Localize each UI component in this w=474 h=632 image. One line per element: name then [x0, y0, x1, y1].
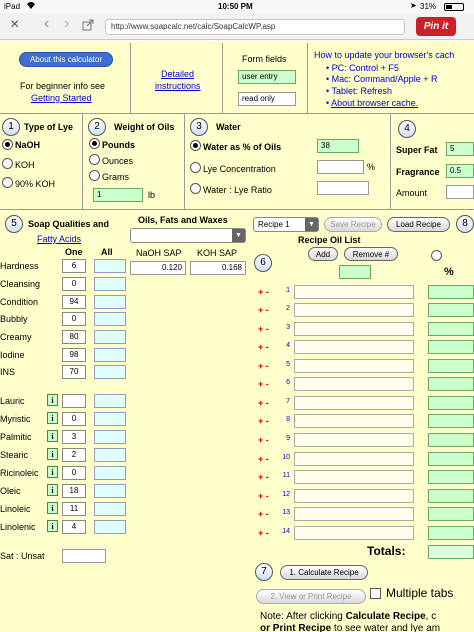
- linoleic-label: Linoleic: [0, 504, 31, 514]
- lauric-info-icon[interactable]: i: [47, 394, 58, 406]
- recipe-oil-list-title: Recipe Oil List: [298, 235, 361, 245]
- getting-started-link[interactable]: Getting Started: [31, 93, 92, 103]
- linolenic-all: [94, 520, 126, 534]
- close-icon[interactable]: ×: [10, 16, 20, 33]
- step-5-badge: 5: [5, 215, 23, 233]
- bubbly-label: Bubbly: [0, 314, 28, 324]
- koh-sap-label: KOH SAP: [197, 248, 238, 258]
- weight-of-oils-title: Weight of Oils: [114, 122, 175, 132]
- row-12-number: 12: [282, 491, 290, 498]
- row-10-percent[interactable]: [428, 452, 474, 466]
- one-col-header: One: [65, 247, 83, 257]
- row-8-oil[interactable]: [294, 414, 414, 428]
- ins-value: 70: [62, 365, 86, 379]
- creamy-value: 80: [62, 330, 86, 344]
- step-7-badge: 7: [255, 563, 273, 581]
- back-icon[interactable]: ‹: [44, 15, 50, 32]
- naoh-sap-value: 0.120: [130, 261, 186, 275]
- browser-toolbar: [0, 13, 474, 40]
- row-4-plus-minus[interactable]: + -: [258, 342, 269, 352]
- row-2-plus-minus[interactable]: + -: [258, 305, 269, 315]
- row-8-number: 8: [286, 416, 290, 423]
- step-4-badge: 4: [398, 120, 416, 138]
- percent-column-header: %: [444, 266, 454, 278]
- ounces-radio[interactable]: [89, 154, 100, 165]
- forward-icon[interactable]: ›: [64, 15, 70, 32]
- row-11-plus-minus[interactable]: + -: [258, 472, 269, 482]
- weight-unit-label: lb: [148, 190, 156, 200]
- calculate-recipe-button[interactable]: 1. Calculate Recipe: [280, 565, 368, 580]
- lye-concentration-radio[interactable]: [190, 162, 201, 173]
- row-2-percent[interactable]: [428, 303, 474, 317]
- super-fat-input[interactable]: 5: [446, 142, 474, 156]
- naoh-radio[interactable]: [2, 139, 13, 150]
- condition-value: 94: [62, 295, 86, 309]
- row-1-oil[interactable]: [294, 285, 414, 299]
- view-print-recipe-button[interactable]: 2. View or Print Recipe: [256, 589, 366, 604]
- cache-item-tablet: • Tablet: Refresh: [326, 86, 393, 96]
- pin-it-button[interactable]: Pin it: [416, 17, 456, 36]
- url-field[interactable]: http://www.soapcalc.net/calc/SoapCalcWP.asp: [105, 19, 405, 35]
- pct-label: %: [367, 162, 376, 172]
- bubbly-value: 0: [62, 312, 86, 326]
- fragrance-label: Fragrance: [396, 167, 440, 177]
- water-lye-ratio-input[interactable]: [317, 181, 369, 195]
- row-12-oil[interactable]: [294, 489, 414, 503]
- stearic-info-icon[interactable]: i: [47, 448, 58, 460]
- water-pct-radio[interactable]: [190, 140, 201, 151]
- remove-oil-button[interactable]: Remove #: [344, 247, 398, 261]
- cache-item-pc: • PC: Control + F5: [326, 63, 399, 73]
- row-14-oil[interactable]: [294, 526, 414, 540]
- super-fat-label: Super Fat: [396, 145, 438, 155]
- note-line-1: Note: After clicking Calculate Recipe, c: [260, 611, 437, 622]
- row-7-percent[interactable]: [428, 396, 474, 410]
- row-13-oil[interactable]: [294, 507, 414, 521]
- read-only-sample: read only: [238, 92, 296, 106]
- row-13-number: 13: [282, 509, 290, 516]
- row-9-oil[interactable]: [294, 433, 414, 447]
- row-11-number: 11: [282, 472, 290, 479]
- iodine-all: [94, 348, 126, 362]
- palmitic-all: [94, 430, 126, 444]
- row-14-percent[interactable]: [428, 526, 474, 540]
- row-13-percent[interactable]: [428, 507, 474, 521]
- myristic-label: Myristic: [0, 414, 31, 424]
- stearic-all: [94, 448, 126, 462]
- condition-label: Condition: [0, 297, 39, 307]
- cache-item-about[interactable]: • About browser cache.: [326, 98, 419, 108]
- oil-select-dropdown[interactable]: [130, 228, 246, 243]
- step-3-badge: 3: [190, 118, 208, 136]
- linolenic-value: 4: [62, 520, 86, 534]
- user-entry-sample: user entry: [238, 70, 296, 84]
- chevron-down-icon: ▼: [305, 218, 318, 231]
- row-12-percent[interactable]: [428, 489, 474, 503]
- step-2-badge: 2: [88, 118, 106, 136]
- totals-label: Totals:: [367, 544, 406, 558]
- row-8-plus-minus[interactable]: + -: [258, 416, 269, 426]
- linoleic-value: 11: [62, 502, 86, 516]
- step-8-badge: 8: [456, 215, 474, 233]
- water-lye-ratio-label: Water : Lye Ratio: [203, 185, 272, 195]
- creamy-all: [94, 330, 126, 344]
- ins-all: [94, 365, 126, 379]
- row-2-number: 2: [286, 305, 290, 312]
- row-2-oil[interactable]: [294, 303, 414, 317]
- detailed-instructions-link-2[interactable]: instructions: [155, 81, 201, 91]
- ricinoleic-value: 0: [62, 466, 86, 480]
- detailed-instructions-link[interactable]: Detailed: [161, 69, 195, 79]
- row-13-plus-minus[interactable]: + -: [258, 509, 269, 519]
- row-6-plus-minus[interactable]: + -: [258, 379, 269, 389]
- koh-label: KOH: [15, 160, 35, 170]
- water-pct-input[interactable]: 38: [317, 139, 359, 153]
- step-1-badge: 1: [2, 118, 20, 136]
- hardness-label: Hardness: [0, 261, 39, 271]
- row-9-plus-minus[interactable]: + -: [258, 435, 269, 445]
- cleansing-label: Cleansing: [0, 279, 41, 289]
- iodine-value: 98: [62, 348, 86, 362]
- row-9-percent[interactable]: [428, 433, 474, 447]
- row-4-percent[interactable]: [428, 340, 474, 354]
- totals-value: [428, 545, 474, 559]
- row-10-number: 10: [282, 454, 290, 461]
- row-14-plus-minus[interactable]: + -: [258, 528, 269, 538]
- cleansing-all: [94, 277, 126, 291]
- save-recipe-button[interactable]: Save Recipe: [324, 217, 382, 232]
- palmitic-label: Palmitic: [0, 432, 32, 442]
- beginner-info-text: For beginner info see: [20, 81, 106, 91]
- amount-input[interactable]: [446, 185, 474, 199]
- stearic-label: Stearic: [0, 450, 29, 460]
- row-4-number: 4: [286, 342, 290, 349]
- grams-label: Grams: [102, 172, 129, 182]
- row-3-plus-minus[interactable]: + -: [258, 324, 269, 334]
- lye-concentration-input[interactable]: [317, 160, 364, 174]
- stearic-value: 2: [62, 448, 86, 462]
- row-7-number: 7: [286, 398, 290, 405]
- lauric-all: [94, 394, 126, 408]
- all-col-header: All: [101, 247, 113, 257]
- note-line-2: or Print Recipe to see water and lye am: [260, 623, 441, 632]
- row-11-percent[interactable]: [428, 470, 474, 484]
- row-6-number: 6: [286, 379, 290, 386]
- row-6-oil[interactable]: [294, 377, 414, 391]
- pounds-radio[interactable]: [89, 138, 100, 149]
- location-icon: ➤: [410, 1, 417, 10]
- add-oil-button[interactable]: Add: [308, 247, 338, 261]
- iodine-label: Iodine: [0, 350, 25, 360]
- naoh-label: NaOH: [15, 140, 41, 150]
- fragrance-input[interactable]: 0.5: [446, 164, 474, 178]
- pounds-label: Pounds: [102, 140, 135, 150]
- linolenic-label: Linolenic: [0, 522, 36, 532]
- palmitic-info-icon[interactable]: i: [47, 430, 58, 442]
- oleic-value: 18: [62, 484, 86, 498]
- multiple-tabs-checkbox[interactable]: [370, 588, 381, 599]
- myristic-info-icon[interactable]: i: [47, 412, 58, 424]
- hardness-all: [94, 259, 126, 273]
- recipe-select[interactable]: Recipe 1 ▼: [253, 217, 319, 232]
- water-pct-label: Water as % of Oils: [203, 142, 282, 152]
- row-3-oil[interactable]: [294, 322, 414, 336]
- device-name: iPad: [4, 2, 21, 11]
- soap-qualities-title: Soap Qualities and: [28, 219, 110, 229]
- row-5-oil[interactable]: [294, 359, 414, 373]
- cache-item-mac: • Mac: Command/Apple + R: [326, 74, 438, 84]
- sat-unsat-label: Sat : Unsat: [0, 551, 45, 561]
- share-icon[interactable]: [82, 19, 94, 31]
- row-5-number: 5: [286, 361, 290, 368]
- fatty-acids-link[interactable]: Fatty Acids: [37, 234, 82, 244]
- battery-percent: 31%: [420, 2, 437, 11]
- ricinoleic-all: [94, 466, 126, 480]
- koh90-radio[interactable]: [2, 177, 13, 188]
- koh-sap-value: 0.168: [190, 261, 246, 275]
- chevron-down-icon: ▼: [232, 229, 245, 242]
- row-1-number: 1: [286, 287, 290, 294]
- ricinoleic-label: Ricinoleic: [0, 468, 39, 478]
- wifi-icon: [26, 1, 36, 12]
- oil-weight-input[interactable]: 1: [93, 188, 143, 202]
- linoleic-info-icon[interactable]: i: [47, 502, 58, 514]
- linoleic-all: [94, 502, 126, 516]
- condition-all: [94, 295, 126, 309]
- status-bar: [0, 0, 474, 13]
- ounces-label: Ounces: [102, 156, 134, 166]
- myristic-value: 0: [62, 412, 86, 426]
- row-6-percent[interactable]: [428, 377, 474, 391]
- cache-title: How to update your browser's cach: [314, 50, 455, 60]
- row-5-plus-minus[interactable]: + -: [258, 361, 269, 371]
- about-calculator-button[interactable]: About this calculator: [19, 52, 113, 67]
- creamy-label: Creamy: [0, 332, 32, 342]
- oleic-all: [94, 484, 126, 498]
- row-3-number: 3: [286, 324, 290, 331]
- type-of-lye-title: Type of Lye: [24, 122, 74, 132]
- row-4-oil[interactable]: [294, 340, 414, 354]
- linolenic-info-icon[interactable]: i: [47, 520, 58, 532]
- row-7-oil[interactable]: [294, 396, 414, 410]
- row-10-plus-minus[interactable]: + -: [258, 454, 269, 464]
- koh90-label: 90% KOH: [15, 179, 56, 189]
- oleic-info-icon[interactable]: i: [47, 484, 58, 496]
- amount-label: Amount: [396, 188, 428, 198]
- row-14-number: 14: [282, 528, 290, 535]
- oils-fats-waxes-title: Oils, Fats and Waxes: [138, 215, 228, 225]
- bubbly-all: [94, 312, 126, 326]
- calculator-page: [0, 41, 474, 632]
- ricinoleic-info-icon[interactable]: i: [47, 466, 58, 478]
- water-title: Water: [216, 122, 241, 132]
- row-11-oil[interactable]: [294, 470, 414, 484]
- row-12-plus-minus[interactable]: + -: [258, 491, 269, 501]
- cleansing-value: 0: [62, 277, 86, 291]
- row-1-plus-minus[interactable]: + -: [258, 287, 269, 297]
- load-recipe-button[interactable]: Load Recipe: [387, 217, 450, 232]
- row-9-number: 9: [286, 435, 290, 442]
- oleic-label: Oleic: [0, 486, 21, 496]
- battery-icon: [444, 3, 464, 11]
- multiple-tabs-label: Multiple tabs: [386, 586, 454, 600]
- row-7-plus-minus[interactable]: + -: [258, 398, 269, 408]
- step-6-badge: 6: [254, 254, 272, 272]
- percent-mode-radio[interactable]: [431, 250, 442, 261]
- row-10-oil[interactable]: [294, 452, 414, 466]
- form-fields-label: Form fields: [242, 54, 287, 64]
- row-1-percent[interactable]: [428, 285, 474, 299]
- remove-number-input[interactable]: [339, 265, 371, 279]
- koh-radio[interactable]: [2, 158, 13, 169]
- status-time: 10:50 PM: [218, 2, 253, 11]
- lye-concentration-label: Lye Concentration: [203, 164, 276, 174]
- row-8-percent[interactable]: [428, 414, 474, 428]
- row-5-percent[interactable]: [428, 359, 474, 373]
- palmitic-value: 3: [62, 430, 86, 444]
- sat-unsat-value: [62, 549, 106, 563]
- naoh-sap-label: NaOH SAP: [136, 248, 182, 258]
- row-3-percent[interactable]: [428, 322, 474, 336]
- water-lye-ratio-radio[interactable]: [190, 183, 201, 194]
- hardness-value: 6: [62, 259, 86, 273]
- lauric-label: Lauric: [0, 396, 25, 406]
- grams-radio[interactable]: [89, 170, 100, 181]
- ins-label: INS: [0, 367, 16, 377]
- myristic-all: [94, 412, 126, 426]
- lauric-value: [62, 394, 86, 408]
